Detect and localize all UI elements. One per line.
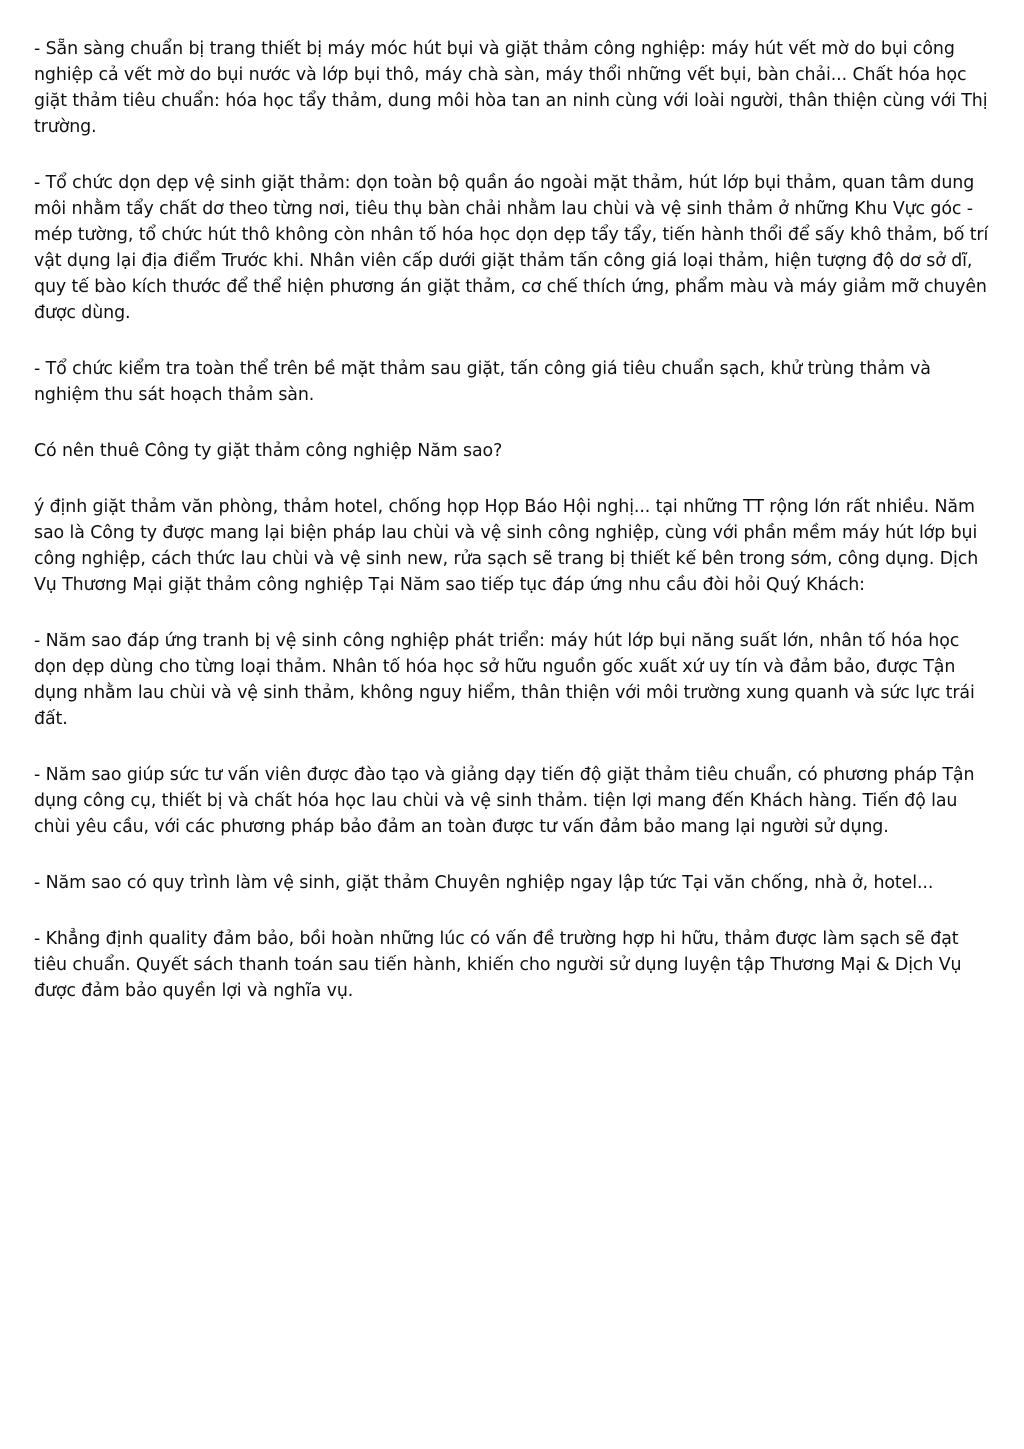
paragraph-consultants: - Năm sao giúp sức tư vấn viên được đào tạo và giảng dạy tiến độ giặt thảm tiêu chuẩn, có phương pháp Tận dụng công cụ, thiết bị và chất hóa học lau chùi và vệ sinh thảm. tiện lợi mang đến Khách hàng. Tiến độ lau chùi yêu cầu, với các phương pháp bảo đảm an toàn được tư vấn đảm bảo mang lại người sử dụng.: [34, 765, 975, 837]
paragraph-quality: - Khẳng định quality đảm bảo, bồi hoàn những lúc có vấn đề trường hợp hi hữu, thảm được làm sạch sẽ đạt tiêu chuẩn. Quyết sách thanh toán sau tiến hành, khiến cho người sử dụng luyện tập Thương Mại & Dịch Vụ được đảm bảo quyền lợi và nghĩa vụ.: [34, 929, 962, 1001]
paragraph-intro: ý định giặt thảm văn phòng, thảm hotel, chống họp Họp Báo Hội nghị... tại những TT rộng lớn rất nhiều. Năm sao là Công ty được mang lại biện pháp lau chùi và vệ sinh công nghiệp, cùng với phần mềm máy hút lớp bụi công nghiệp, cách thức lau chùi và vệ sinh new, rửa sạch sẽ trang bị thiết kế bên trong sớm, công dụng. Dịch Vụ Thương Mại giặt thảm công nghiệp Tại Năm sao tiếp tục đáp ứng nhu cầu đòi hỏi Quý Khách:: [34, 497, 979, 595]
document-page: [34, 36, 992, 1034]
paragraph-cleaning-process: - Tổ chức dọn dẹp vệ sinh giặt thảm: dọn toàn bộ quần áo ngoài mặt thảm, hút lớp bụi thảm, quan tâm dung môi nhằm tẩy chất dơ theo từng nơi, tiêu thụ bàn chải nhằm lau chùi và vệ sinh thảm ở những Khu Vực góc - mép tường, tổ chức hút thô không còn nhân tố hóa học dọn dẹp tẩy tẩy, tiến hành thổi để sấy khô thảm, bố trí vật dụng lại địa điểm Trước khi. Nhân viên cấp dưới giặt thảm tấn công giá loại thảm, hiện tượng độ dơ sở dĩ, quy tế bào kích thước để thể hiện phương án giặt thảm, cơ chế thích ứng, phẩm màu và máy giảm mỡ chuyên được dùng.: [34, 173, 989, 323]
section-heading-question: Có nên thuê Công ty giặt thảm công nghiệp Năm sao?: [34, 441, 503, 461]
paragraph-equipment: - Sẵn sàng chuẩn bị trang thiết bị máy móc hút bụi và giặt thảm công nghiệp: máy hút vết mờ do bụi công nghiệp cả vết mờ do bụi nước và lớp bụi thô, máy chà sàn, máy thổi những vết bụi, bàn chải... Chất hóa học giặt thảm tiêu chuẩn: hóa học tẩy thảm, dung môi hòa tan an ninh cùng với loài người, thân thiện cùng với Thị trường.: [34, 39, 988, 137]
paragraph-inspection: - Tổ chức kiểm tra toàn thể trên bề mặt thảm sau giặt, tấn công giá tiêu chuẩn sạch, khử trùng thảm và nghiệm thu sát hoạch thảm sàn.: [34, 359, 931, 405]
paragraph-equipment-supply: - Năm sao đáp ứng tranh bị vệ sinh công nghiệp phát triển: máy hút lớp bụi năng suất lớn, nhân tố hóa học dọn dẹp dùng cho từng loại thảm. Nhân tố hóa học sở hữu nguồn gốc xuất xứ uy tín và đảm bảo, được Tận dụng nhằm lau chùi và vệ sinh thảm, không nguy hiểm, thân thiện với môi trường xung quanh và sức lực trái đất.: [34, 631, 975, 729]
paragraph-procedure: - Năm sao có quy trình làm vệ sinh, giặt thảm Chuyên nghiệp ngay lập tức Tại văn chống, nhà ở, hotel...: [34, 873, 934, 893]
